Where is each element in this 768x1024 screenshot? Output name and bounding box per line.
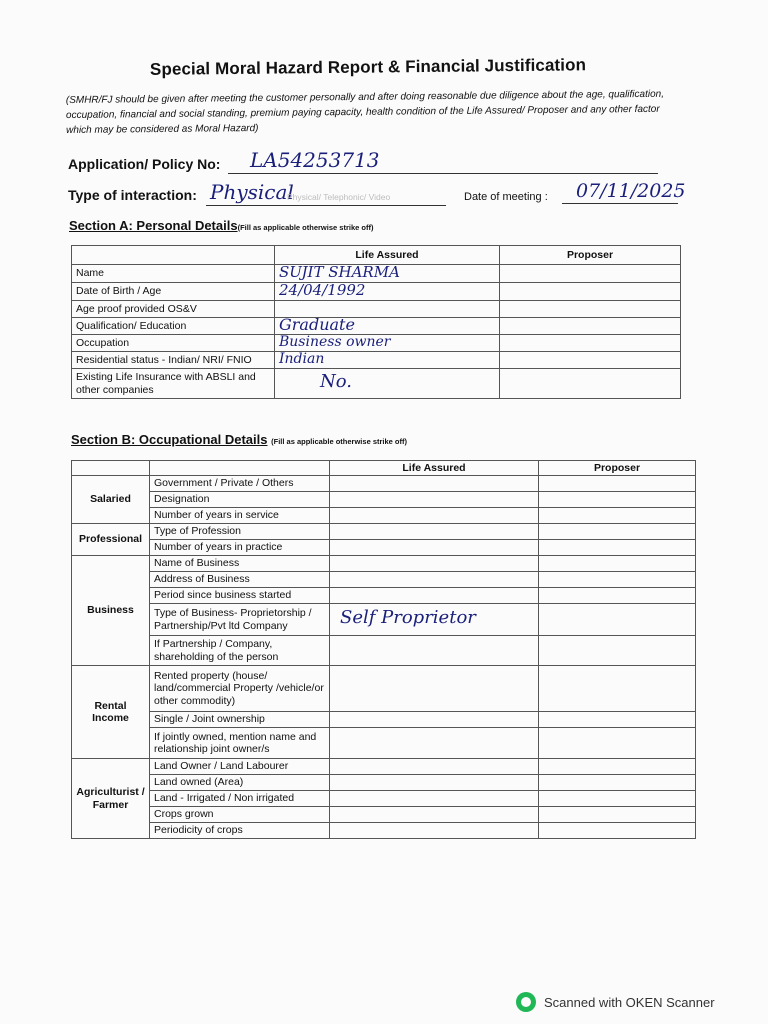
table-row	[72, 807, 696, 823]
life-assured-cell[interactable]	[330, 572, 539, 588]
meeting-date-label: Date of meeting :	[464, 191, 548, 203]
policy-number-underline	[228, 173, 658, 174]
proposer-cell[interactable]	[500, 369, 681, 399]
life-assured-cell[interactable]	[275, 314, 500, 335]
proposer-header: Proposer	[500, 246, 681, 265]
section-a-heading	[69, 218, 373, 233]
row-label: Date of Birth / Age	[72, 283, 275, 301]
existing-insurance-value: No.	[320, 371, 352, 393]
row-label: Land owned (Area)	[150, 775, 330, 791]
table-row	[72, 301, 681, 318]
proposer-cell[interactable]	[500, 301, 681, 318]
row-label: Rented property (house/ land/commercial Property /vehicle/or other commodity)	[150, 666, 330, 712]
blank-header	[150, 461, 330, 476]
proposer-cell[interactable]	[539, 759, 696, 775]
meeting-date-underline	[562, 203, 678, 204]
proposer-cell[interactable]	[539, 492, 696, 508]
table-row	[72, 588, 696, 604]
row-label: Government / Private / Others	[150, 476, 330, 492]
table-row	[72, 775, 696, 791]
name-value: SUJIT SHARMA	[279, 263, 400, 282]
life-assured-cell[interactable]	[275, 335, 500, 352]
table-row	[72, 369, 681, 399]
table-row	[72, 540, 696, 556]
group-business: Business	[72, 556, 150, 666]
life-assured-header: Life Assured	[330, 461, 539, 476]
proposer-cell[interactable]	[539, 807, 696, 823]
occupational-header-row	[72, 461, 696, 476]
section-b-heading	[71, 432, 407, 447]
proposer-cell[interactable]	[500, 352, 681, 369]
interaction-underline	[206, 205, 446, 206]
life-assured-cell[interactable]	[275, 283, 500, 301]
table-row	[72, 666, 696, 712]
row-label: Name	[72, 265, 275, 283]
document-title: Special Moral Hazard Report & Financial Justification	[149, 55, 587, 79]
row-label: Land - Irrigated / Non irrigated	[150, 791, 330, 807]
proposer-cell[interactable]	[539, 636, 696, 666]
qualification-value: Graduate	[279, 314, 355, 334]
row-label: Period since business started	[150, 588, 330, 604]
proposer-cell[interactable]	[539, 476, 696, 492]
proposer-cell[interactable]	[500, 265, 681, 283]
personal-details-table	[71, 245, 681, 399]
row-label: If Partnership / Company, shareholding of the person	[150, 636, 330, 666]
table-row	[72, 636, 696, 666]
interaction-label: Type of interaction:	[68, 187, 197, 203]
proposer-cell[interactable]	[500, 283, 681, 301]
table-row	[72, 283, 681, 301]
table-row	[72, 318, 681, 335]
row-label: Number of years in practice	[150, 540, 330, 556]
interaction-value: Physical	[210, 180, 294, 204]
proposer-cell[interactable]	[539, 823, 696, 839]
life-assured-cell[interactable]	[330, 540, 539, 556]
policy-number-value: LA54253713	[250, 148, 380, 172]
group-professional: Professional	[72, 524, 150, 556]
occupation-value: Business owner	[279, 334, 391, 351]
proposer-cell[interactable]	[539, 572, 696, 588]
table-row	[72, 508, 696, 524]
proposer-cell[interactable]	[539, 728, 696, 759]
life-assured-cell[interactable]	[330, 476, 539, 492]
proposer-cell[interactable]	[539, 666, 696, 712]
row-label: Type of Business- Proprietorship / Partnership/Pvt ltd Company	[150, 604, 330, 636]
row-label: Number of years in service	[150, 508, 330, 524]
policy-number-row	[68, 156, 220, 172]
table-row	[72, 759, 696, 775]
table-row	[72, 791, 696, 807]
group-salaried: Salaried	[72, 476, 150, 524]
instruction-note: (SMHR/FJ should be given after meeting the customer personally and after doing reasonable due diligence about the age, qualification, occupation, financial and social standing, premium paying capacity, health condition of the Life Assured/ Proposer and any other factor which may be considered as Moral Hazard)	[65, 88, 665, 136]
table-row	[72, 728, 696, 759]
table-row	[72, 335, 681, 352]
table-row	[72, 604, 696, 636]
proposer-cell[interactable]	[500, 335, 681, 352]
row-label: Single / Joint ownership	[150, 712, 330, 728]
oken-scanner-logo-icon	[516, 992, 536, 1012]
group-rental-income: Rental Income	[72, 666, 150, 759]
row-label: Age proof provided OS&V	[72, 301, 275, 318]
life-assured-cell[interactable]	[330, 636, 539, 666]
table-row	[72, 823, 696, 839]
row-label: Crops grown	[150, 807, 330, 823]
life-assured-cell[interactable]	[330, 775, 539, 791]
row-label: Type of Profession	[150, 524, 330, 540]
table-row	[72, 265, 681, 283]
interaction-row	[68, 187, 197, 203]
life-assured-cell[interactable]	[330, 556, 539, 572]
table-row	[72, 524, 696, 540]
row-label: Name of Business	[150, 556, 330, 572]
life-assured-cell[interactable]	[330, 588, 539, 604]
life-assured-header: Life Assured	[275, 246, 500, 265]
proposer-cell[interactable]	[539, 588, 696, 604]
scanner-text: Scanned with OKEN Scanner	[544, 994, 715, 1010]
proposer-cell[interactable]	[539, 556, 696, 572]
business-type-value: Self Proprietor	[340, 607, 476, 629]
occupational-details-table	[71, 460, 696, 839]
proposer-cell[interactable]	[539, 508, 696, 524]
residential-status-value: Indian	[279, 351, 325, 368]
row-label: Qualification/ Education	[72, 318, 275, 335]
personal-details-header-row	[72, 246, 681, 265]
proposer-header: Proposer	[539, 461, 696, 476]
proposer-cell[interactable]	[539, 775, 696, 791]
table-row	[72, 572, 696, 588]
meeting-date-value: 07/11/2025	[576, 180, 686, 202]
life-assured-cell[interactable]	[330, 604, 539, 636]
row-label: Periodicity of crops	[150, 823, 330, 839]
dob-value: 24/04/1992	[279, 281, 366, 300]
section-a-title: Section A: Personal Details	[69, 218, 238, 233]
row-label: Designation	[150, 492, 330, 508]
table-row	[72, 476, 696, 492]
row-label: Land Owner / Land Labourer	[150, 759, 330, 775]
group-agriculturist: Agriculturist / Farmer	[72, 759, 150, 839]
proposer-cell[interactable]	[539, 540, 696, 556]
interaction-options: Physical/ Telephonic/ Video	[287, 192, 391, 202]
row-label: Address of Business	[150, 572, 330, 588]
row-label: If jointly owned, mention name and relationship joint owner/s	[150, 728, 330, 759]
life-assured-cell[interactable]	[330, 807, 539, 823]
life-assured-cell[interactable]	[330, 823, 539, 839]
proposer-cell[interactable]	[500, 318, 681, 335]
proposer-cell[interactable]	[539, 712, 696, 728]
blank-header	[72, 246, 275, 265]
row-label: Residential status - Indian/ NRI/ FNIO	[72, 352, 275, 369]
blank-header	[72, 461, 150, 476]
life-assured-cell[interactable]	[275, 265, 500, 283]
life-assured-cell[interactable]	[330, 759, 539, 775]
proposer-cell[interactable]	[539, 604, 696, 636]
policy-number-label: Application/ Policy No:	[68, 156, 221, 172]
section-b-title: Section B: Occupational Details	[71, 432, 268, 447]
life-assured-cell[interactable]	[330, 728, 539, 759]
life-assured-cell[interactable]	[330, 712, 539, 728]
proposer-cell[interactable]	[539, 791, 696, 807]
life-assured-cell[interactable]	[330, 791, 539, 807]
life-assured-cell[interactable]	[330, 524, 539, 540]
section-a-note: (Fill as applicable otherwise strike off)	[237, 223, 374, 232]
row-label: Occupation	[72, 335, 275, 352]
row-label: Existing Life Insurance with ABSLI and other companies	[72, 369, 275, 399]
life-assured-cell[interactable]	[330, 666, 539, 712]
scanner-watermark	[516, 992, 715, 1012]
life-assured-cell[interactable]	[275, 369, 500, 399]
table-row	[72, 492, 696, 508]
life-assured-cell[interactable]	[275, 352, 500, 369]
proposer-cell[interactable]	[539, 524, 696, 540]
table-row	[72, 352, 681, 369]
table-row	[72, 712, 696, 728]
section-b-note: (Fill as applicable otherwise strike off)	[271, 437, 407, 446]
life-assured-cell[interactable]	[330, 492, 539, 508]
table-row	[72, 556, 696, 572]
life-assured-cell[interactable]	[330, 508, 539, 524]
